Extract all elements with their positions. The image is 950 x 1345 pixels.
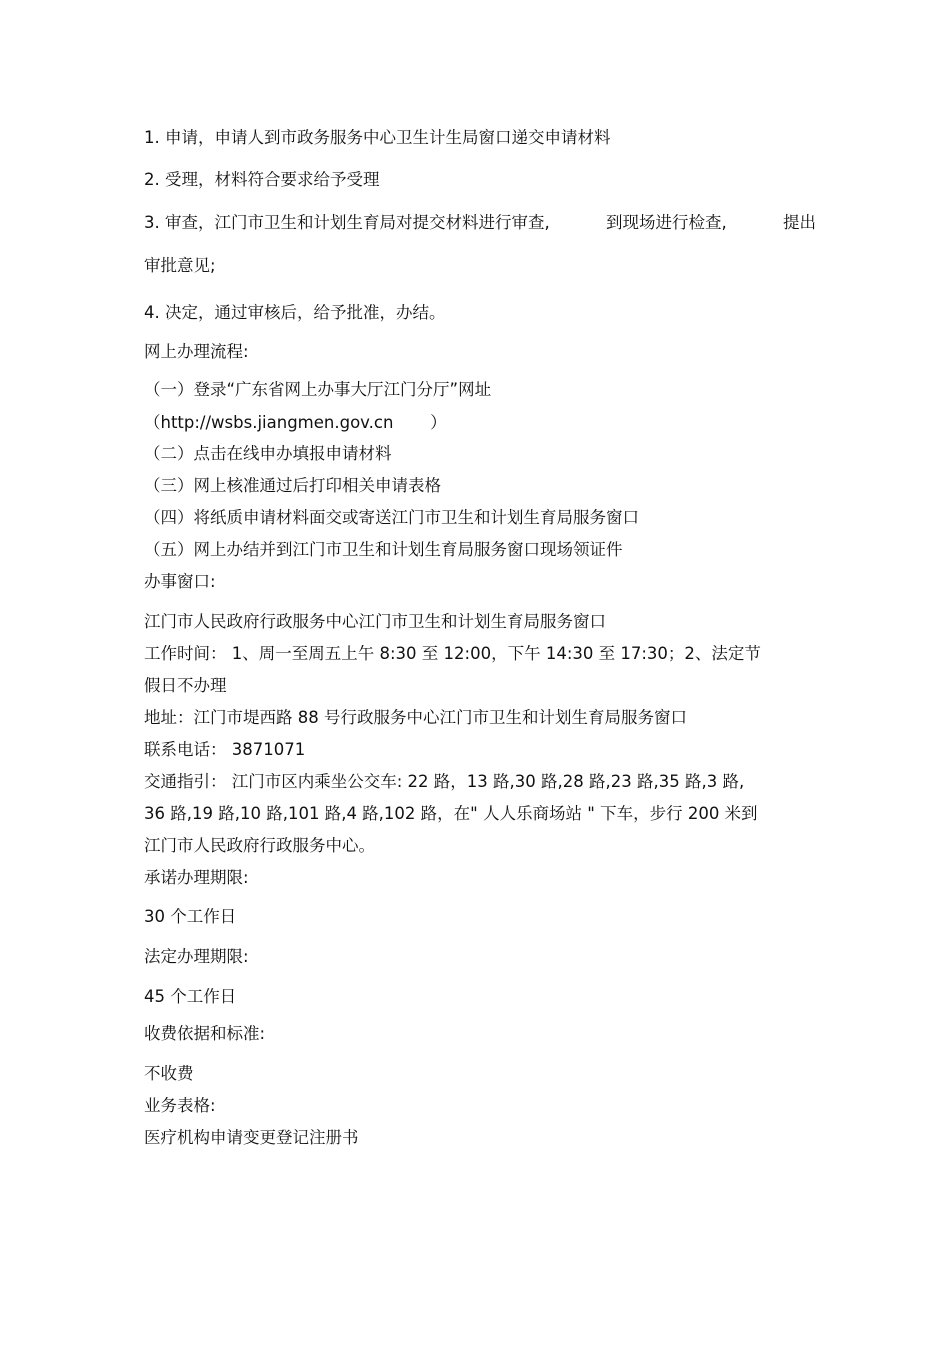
online-item-1-url: （http://wsbs.jiangmen.gov.cn ） [144,413,447,432]
online-item-4: （四）将纸质申请材料面交或寄送江门市卫生和计划生育局服务窗口 [144,508,639,527]
online-item-2: （二）点击在线申办填报申请材料 [144,444,392,463]
step-1-text: 1. 申请，申请人到市政务服务中心卫生计生局窗口递交申请材料 [144,128,611,147]
office-name: 江门市人民政府行政服务中心江门市卫生和计划生育局服务窗口 [144,612,606,631]
office-hours-line-1: 工作时间： 1、周一至周五上午 8:30 至 12:00，下午 14:30 至 17:30；2、法定节 [144,644,761,663]
step-3-part-c: 提出 [782,213,816,232]
legal-value: 45 个工作日 [144,987,237,1006]
step-4-text: 4. 决定，通过审核后，给予批准，办结。 [144,303,446,322]
transport-line-2: 36 路,19 路,10 路,101 路,4 路,102 路，在" 人人乐商场站 " 下车，步行 200 米到 [144,804,758,823]
forms-value: 医疗机构申请变更登记注册书 [144,1128,359,1147]
step-3-line-1 [144,212,816,234]
online-item-1: （一）登录“广东省网上办事大厅江门分厅”网址 [144,380,492,399]
online-item-3: （三）网上核准通过后打印相关申请表格 [144,476,441,495]
step-3-line-2: 审批意见; [144,256,216,275]
transport-line-3: 江门市人民政府行政服务中心。 [144,836,375,855]
promise-value: 30 个工作日 [144,907,237,926]
office-heading: 办事窗口: [144,572,216,591]
office-address: 地址：江门市堤西路 88 号行政服务中心江门市卫生和计划生育局服务窗口 [144,708,687,727]
fee-heading: 收费依据和标准: [144,1024,266,1043]
step-3-part-a: 3. 审查，江门市卫生和计划生育局对提交材料进行审查, [144,213,550,232]
legal-heading: 法定办理期限: [144,947,249,966]
online-process-heading: 网上办理流程: [144,342,249,361]
step-2-text: 2. 受理，材料符合要求给予受理 [144,170,380,189]
forms-heading: 业务表格: [144,1096,216,1115]
transport-line-1: 交通指引： 江门市区内乘坐公交车: 22 路，13 路,30 路,28 路,23 路,35 路,3 路, [144,772,745,791]
fee-value: 不收费 [144,1064,194,1083]
promise-heading: 承诺办理期限: [144,868,249,887]
office-phone: 联系电话： 3871071 [144,740,306,759]
online-item-5: （五）网上办结并到江门市卫生和计划生育局服务窗口现场领证件 [144,540,623,559]
step-3-part-b: 到现场进行检查, [605,213,727,232]
office-hours-line-2: 假日不办理 [144,676,227,695]
